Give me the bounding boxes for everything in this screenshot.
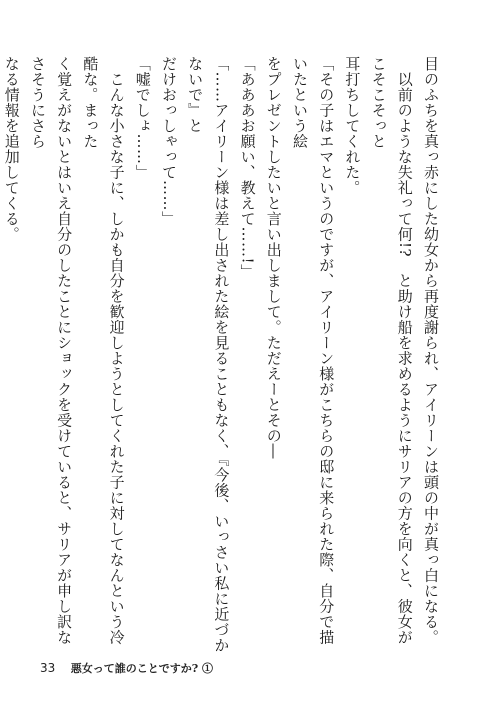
text-line: 「あああお願い、教えて……!」 <box>238 56 257 280</box>
vertical-text-block <box>2 56 444 656</box>
page-footer <box>40 660 213 676</box>
text-line: なる情報を追加してくる。 <box>2 56 21 242</box>
text-line: 目のふちを真っ赤にした幼女から再度謝られ、アイリーンは頭の中が真っ白になる。 <box>422 56 440 645</box>
text-line: 「その子はエマというのですが、アイリーン様がこちらの邸に来られた際、自分で描いたという絵 <box>290 56 336 645</box>
book-title: 悪女って誰のことですか? ① <box>70 662 214 675</box>
text-line: 以前のような失礼って何!? と助け船を求めるようにサリアの方を向くと、彼女がこそこそっと <box>369 56 414 645</box>
text-line: をプレゼントしたいと言い出しまして。ただえーとその― <box>264 56 283 459</box>
text-line: く覚えがないとはいえ自分のしたことにショックを受けていると、サリアが申し訳なさそうにさら <box>28 56 74 645</box>
page-number: 33 <box>40 661 56 675</box>
text-line: 耳打ちしてくれた。 <box>343 56 362 196</box>
text-line: こんな小さな子に、しかも自分を歓迎しようとしてくれた子に対してなんという冷酷な。まった <box>81 56 126 645</box>
text-line: だけおっしゃって……」 <box>159 56 178 227</box>
text-line: 「嘘でしょ……」 <box>133 56 152 180</box>
text-line: 「……アイリーン様は差し出された絵を見ることもなく、『今後、いっさい私に近づかないで』と <box>186 56 231 653</box>
